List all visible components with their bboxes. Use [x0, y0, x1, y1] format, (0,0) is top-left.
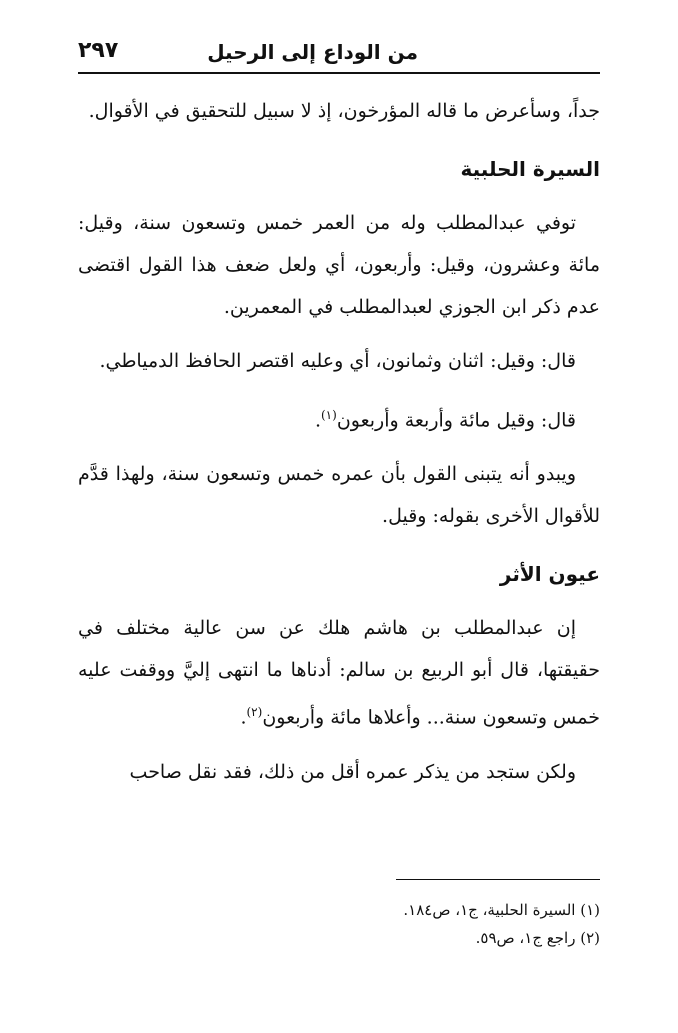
- footnote-ref-1[interactable]: (١): [320, 408, 337, 422]
- paragraph-dimyati: قال: وقيل: اثنان وثمانون، أي وعليه اقتصر الحافظ الدمياطي.: [99, 350, 576, 372]
- footnotes: [78, 896, 600, 952]
- paragraph-continues: ولكن ستجد من يذكر عمره أقل من ذلك، فقد نقل صاحب: [129, 760, 576, 783]
- paragraph-death-age: توفي عبدالمطلب وله من العمر خمس وتسعون سنة، وقيل: مائة وعشرون، وقيل: وأربعون، أي ولعل ضعف هذا القول اقتضى عدم ذكر ابن الجوزي لعبدالمطلب في المعمرين.: [78, 212, 600, 318]
- abu-rabi-text: إن عبدالمطلب بن هاشم هلك عن سن عالية مختلف في حقيقتها، قال أبو الربيع بن سالم: أدناها ما انتهى إليَّ ووقفت عليه خمس وتسعون سنة... وأعلاها مائة وأربعون: [78, 617, 600, 729]
- page-number: ٢٩٧: [78, 38, 119, 63]
- footnote-2: (٢) راجع ج١، ص٥٩.: [475, 929, 600, 947]
- quote-1-text: قال: وقيل مائة وأربعة وأربعون: [336, 409, 576, 432]
- footnote-ref-2[interactable]: (٢): [246, 705, 263, 720]
- paragraph-quote-1: [78, 394, 600, 441]
- paragraph-opinion: ويبدو أنه يتبنى القول بأن عمره خمس وتسعون سنة، ولهذا قدَّم للأقوال الأخرى بقوله: وقيل.: [78, 463, 600, 528]
- paragraph-continuation: جداً، وسأعرض ما قاله المؤرخون، إذ لا سبيل للتحقيق في الأقوال.: [88, 100, 600, 122]
- quote-1-end: .: [314, 409, 321, 432]
- section-heading-uyun-athar: عيون الأثر: [499, 562, 600, 587]
- page-body: [78, 90, 600, 805]
- paragraph-abu-rabi: [78, 607, 600, 738]
- running-title: من الوداع إلى الرحيل: [207, 40, 418, 64]
- footnote-1: (١) السيرة الحلبية، ج١، ص١٨٤.: [403, 901, 600, 919]
- section-heading-sira-halabiya: السيرة الحلبية: [460, 157, 600, 181]
- abu-rabi-end: .: [240, 706, 247, 729]
- page-header: [78, 36, 600, 74]
- footnote-divider: [396, 879, 600, 880]
